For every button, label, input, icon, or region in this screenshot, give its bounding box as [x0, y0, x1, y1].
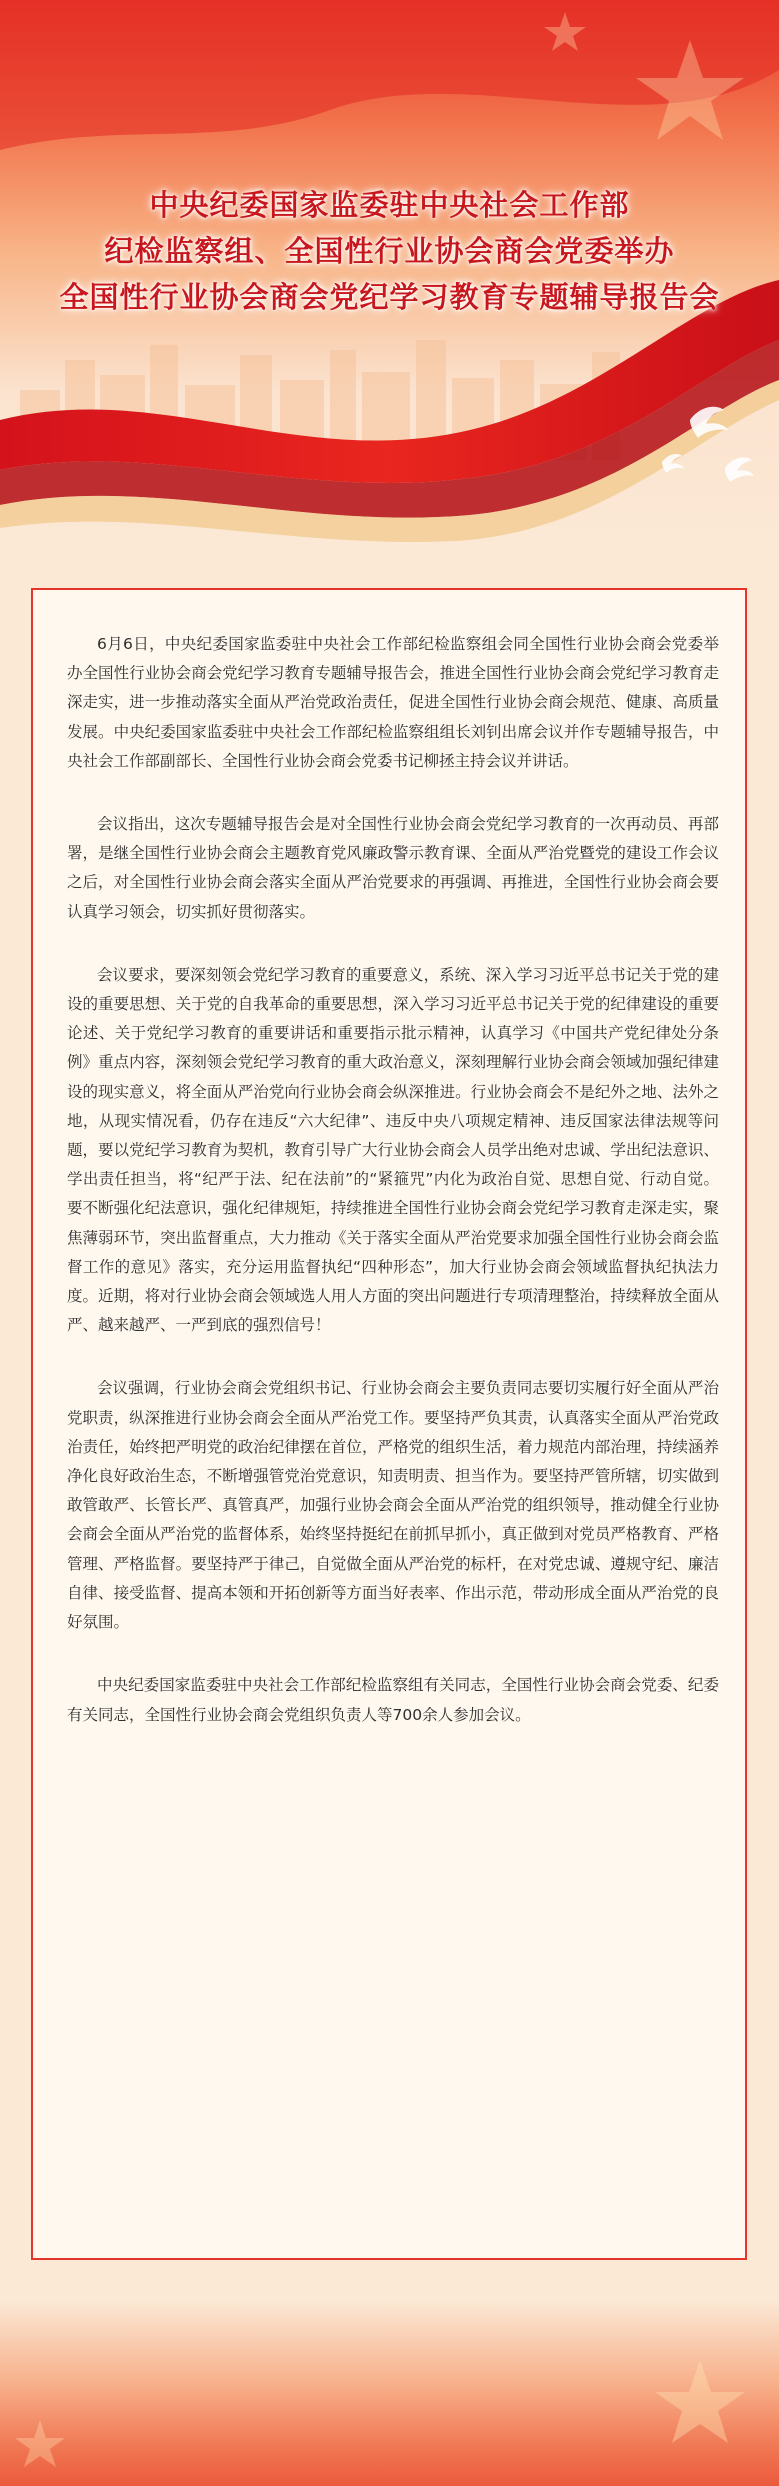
footer-ornament [0, 2300, 779, 2486]
footer-decoration [0, 2300, 779, 2486]
page-title [0, 182, 779, 320]
article-paragraph-2: 会议指出，这次专题辅导报告会是对全国性行业协会商会党纪学习教育的一次再动员、再部署，是继全国性行业协会商会主题教育党风廉政警示教育课、全面从严治党暨党的建设工作会议之后，对全国性行业协会商会落实全面从严治党要求的再强调、再推进，全国性行业协会商会要认真学习领会，切实抓好贯彻落实。 [67, 815, 719, 921]
article-paragraph-4: 会议强调，行业协会商会党组织书记、行业协会商会主要负责同志要切实履行好全面从严治党职责，纵深推进行业协会商会全面从严治党工作。要坚持严负其责，认真落实全面从严治党政治责任，始终把严明党的政治纪律摆在首位，严格党的组织生活，着力规范内部治理，持续涵养净化良好政治生态，不断增强管党治党意识，知责明责、担当作为。要坚持严管所辖，切实做到敢管敢严、长管长严、真管真严，加强行业协会商会全面从严治党的组织领导，推动健全行业协会商会全面从严治党的监督体系，始终坚持挺纪在前抓早抓小，真正做到对党员严格教育、严格管理、严格监督。要坚持严于律己，自觉做全面从严治党的标杆，在对党忠诚、遵规守纪、廉洁自律、接受监督、提高本领和开拓创新等方面当好表率、作出示范，带动形成全面从严治党的良好氛围。 [67, 1379, 719, 1632]
article-paragraph-3: 会议要求，要深刻领会党纪学习教育的重要意义，系统、深入学习习近平总书记关于党的建设的重要思想、关于党的自我革命的重要思想，深入学习习近平总书记关于党的纪律建设的重要论述、关于党纪学习教育的重要讲话和重要指示批示精神，认真学习《中国共产党纪律处分条例》重点内容，深刻领会党纪学习教育的重大政治意义，深刻理解行业协会商会领域加强纪律建设的现实意义，将全面从严治党向行业协会商会纵深推进。行业协会商会不是纪外之地、法外之地，从现实情况看，仍存在违反“六大纪律”、违反中央八项规定精神、违反国家法律法规等问题，要以党纪学习教育为契机，教育引导广大行业协会商会人员学出绝对忠诚、学出纪法意识、学出责任担当，将“纪严于法、纪在法前”的“紧箍咒”内化为政治自觉、思想自觉、行动自觉。要不断强化纪法意识，强化纪律规矩，持续推进全国性行业协会商会党纪学习教育走深走实，聚焦薄弱环节，突出监督重点，大力推动《关于落实全面从严治党要求加强全国性行业协会商会监督工作的意见》落实，充分运用监督执纪“四种形态”，加大行业协会商会领域监督执纪执法力度。近期，将对行业协会商会领域选人用人方面的突出问题进行专项清理整治，持续释放全面从严、越来越严、一严到底的强烈信号！ [67, 965, 719, 1335]
title-line-3: 全国性行业协会商会党纪学习教育专题辅导报告会 [59, 280, 720, 314]
article-paragraph-1: 6月6日，中央纪委国家监委驻中央社会工作部纪检监察组会同全国性行业协会商会党委举办全国性行业协会商会党纪学习教育专题辅导报告会，推进全国性行业协会商会党纪学习教育走深走实，进一步推动落实全面从严治党政治责任，促进全国性行业协会商会规范、健康、高质量发展。中央纪委国家监委驻中央社会工作部纪检监察组组长刘钊出席会议并作专题辅导报告，中央社会工作部副部长、全国性行业协会商会党委书记柳拯主持会议并讲话。 [67, 635, 719, 770]
star-icon [15, 2420, 65, 2467]
article-card [31, 588, 747, 2260]
star-icon [655, 2360, 745, 2443]
article-paragraph-5: 中央纪委国家监委驻中央社会工作部纪检监察组有关同志，全国性行业协会商会党委、纪委有关同志，全国性行业协会商会党组织负责人等700余人参加会议。 [67, 1676, 719, 1724]
title-line-1: 中央纪委国家监委驻中央社会工作部 [149, 188, 630, 222]
header-banner [0, 0, 779, 560]
title-line-2: 纪检监察组、全国性行业协会商会党委举办 [104, 234, 675, 268]
